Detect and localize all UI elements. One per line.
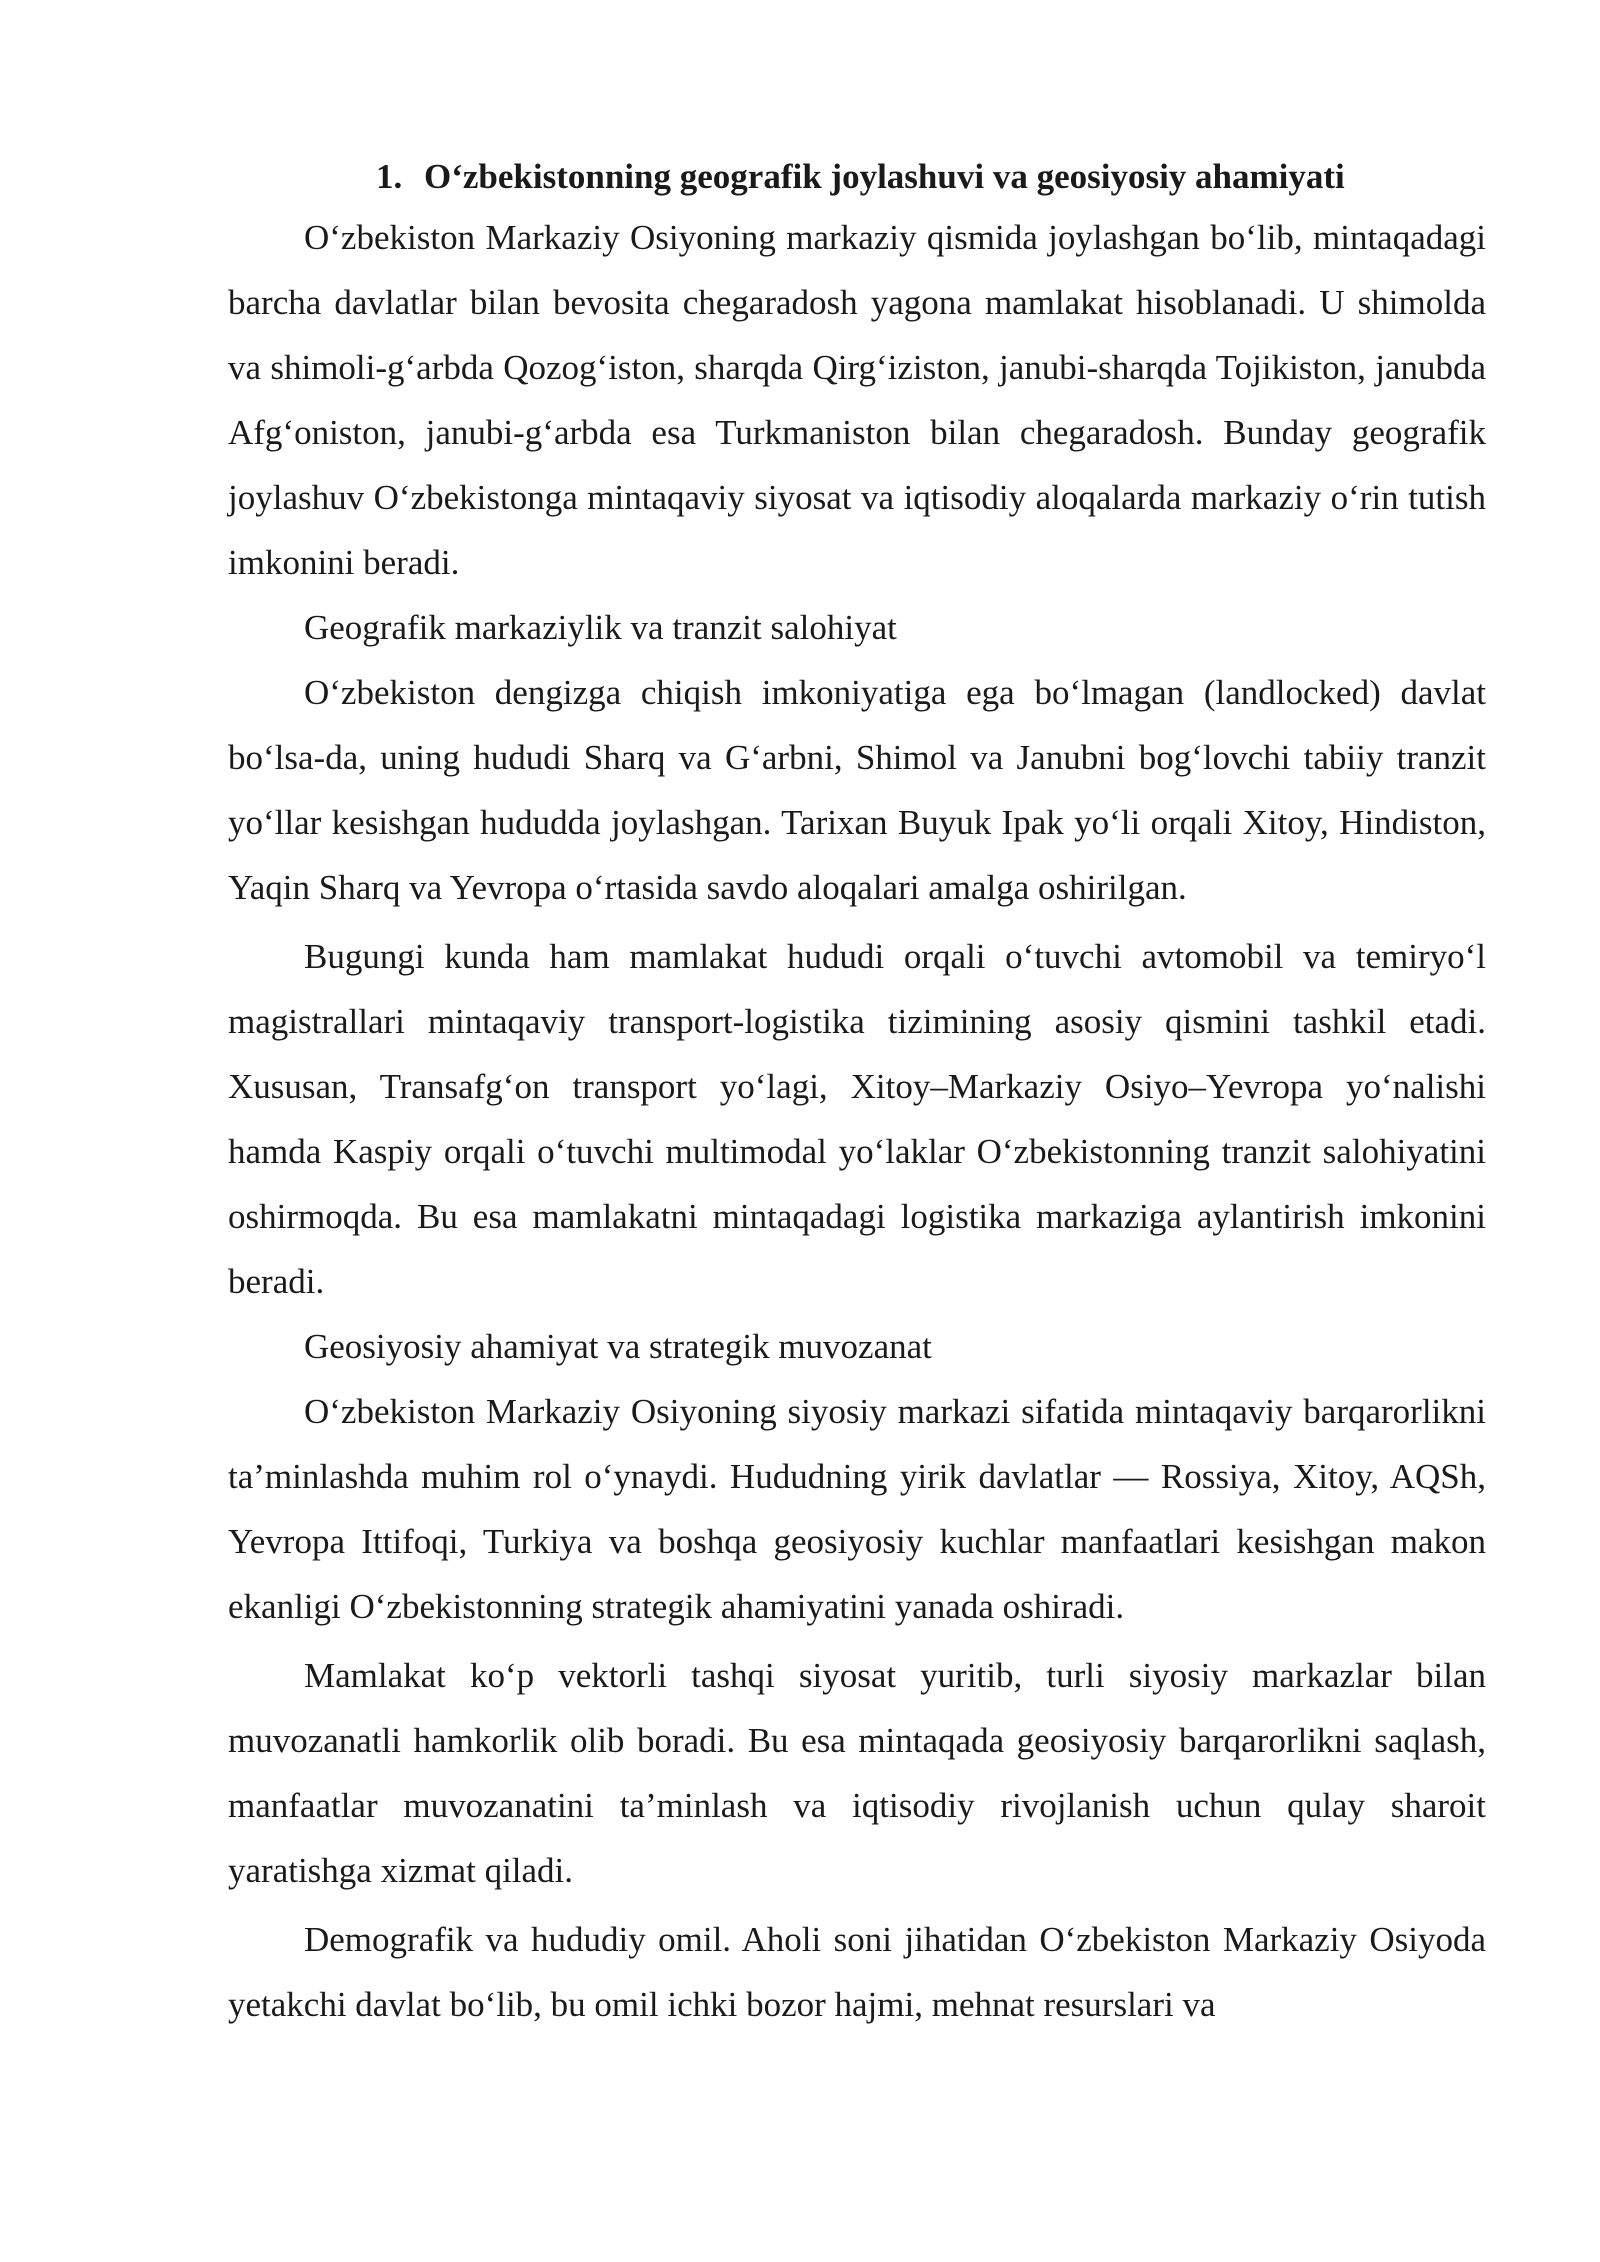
- paragraph-demographics: Demografik va hududiy omil. Aholi soni jihatidan O‘zbekiston Markaziy Osiyoda yetakchi davlat bo‘lib, bu omil ichki bozor hajmi, mehnat resurslari va: [228, 1920, 1486, 2024]
- document-page: [228, 148, 1486, 2037]
- subheading-transit: Geografik markaziylik va tranzit salohiyat: [304, 608, 897, 647]
- paragraph-location: O‘zbekiston Markaziy Osiyoning markaziy qismida joylashgan bo‘lib, mintaqadagi barcha davlatlar bilan bevosita chegaradosh yagona mamlakat hisoblanadi. U shimolda va shimoli-g‘arbda Qozog‘iston, sharqda Qirg‘iziston, janubi-sharqda Tojikiston, janubda Afg‘oniston, janubi-g‘arbda esa Turkmaniston bilan chegaradosh. Bunday geografik joylashuv O‘zbekistonga mintaqaviy siyosat va iqtisodiy aloqalarda markaziy o‘rin tutish imkonini beradi.: [228, 218, 1486, 582]
- section-title: O‘zbekistonning geografik joylashuvi va geosiyosiy ahamiyati: [424, 157, 1345, 196]
- paragraph-landlocked: O‘zbekiston dengizga chiqish imkoniyatiga ega bo‘lmagan (landlocked) davlat bo‘lsa-da, uning hududi Sharq va G‘arbni, Shimol va Janubni bog‘lovchi tabiiy tranzit yo‘llar kesishgan hududda joylashgan. Tarixan Buyuk Ipak yo‘li orqali Xitoy, Hindiston, Yaqin Sharq va Yevropa o‘rtasida savdo aloqalari amalga oshirilgan.: [228, 673, 1486, 907]
- subheading-geopolitics: Geosiyosiy ahamiyat va strategik muvozanat: [304, 1327, 932, 1366]
- paragraph-geopolitics: O‘zbekiston Markaziy Osiyoning siyosiy markazi sifatida mintaqaviy barqarorlikni ta’minlashda muhim rol o‘ynaydi. Hududning yirik davlatlar — Rossiya, Xitoy, AQSh, Yevropa Ittifoqi, Turkiya va boshqa geosiyosiy kuchlar manfaatlari kesishgan makon ekanligi O‘zbekistonning strategik ahamiyatini yanada oshiradi.: [228, 1392, 1486, 1626]
- paragraph-foreign-policy: Mamlakat ko‘p vektorli tashqi siyosat yuritib, turli siyosiy markazlar bilan muvozanatli hamkorlik olib boradi. Bu esa mintaqada geosiyosiy barqarorlikni saqlash, manfaatlar muvozanatini ta’minlash va iqtisodiy rivojlanish uchun qulay sharoit yaratishga xizmat qiladi.: [228, 1656, 1486, 1890]
- section-number: 1.: [376, 157, 403, 196]
- section-heading: [228, 148, 1486, 205]
- paragraph-transport: Bugungi kunda ham mamlakat hududi orqali o‘tuvchi avtomobil va temiryo‘l magistrallari mintaqaviy transport-logistika tizimining asosiy qismini tashkil etadi. Xususan, Transafg‘on transport yo‘lagi, Xitoy–Markaziy Osiyo–Yevropa yo‘nalishi hamda Kaspiy orqali o‘tuvchi multimodal yo‘laklar O‘zbekistonning tranzit salohiyatini oshirmoqda. Bu esa mamlakatni mintaqadagi logistika markaziga aylantirish imkonini beradi.: [228, 937, 1486, 1301]
